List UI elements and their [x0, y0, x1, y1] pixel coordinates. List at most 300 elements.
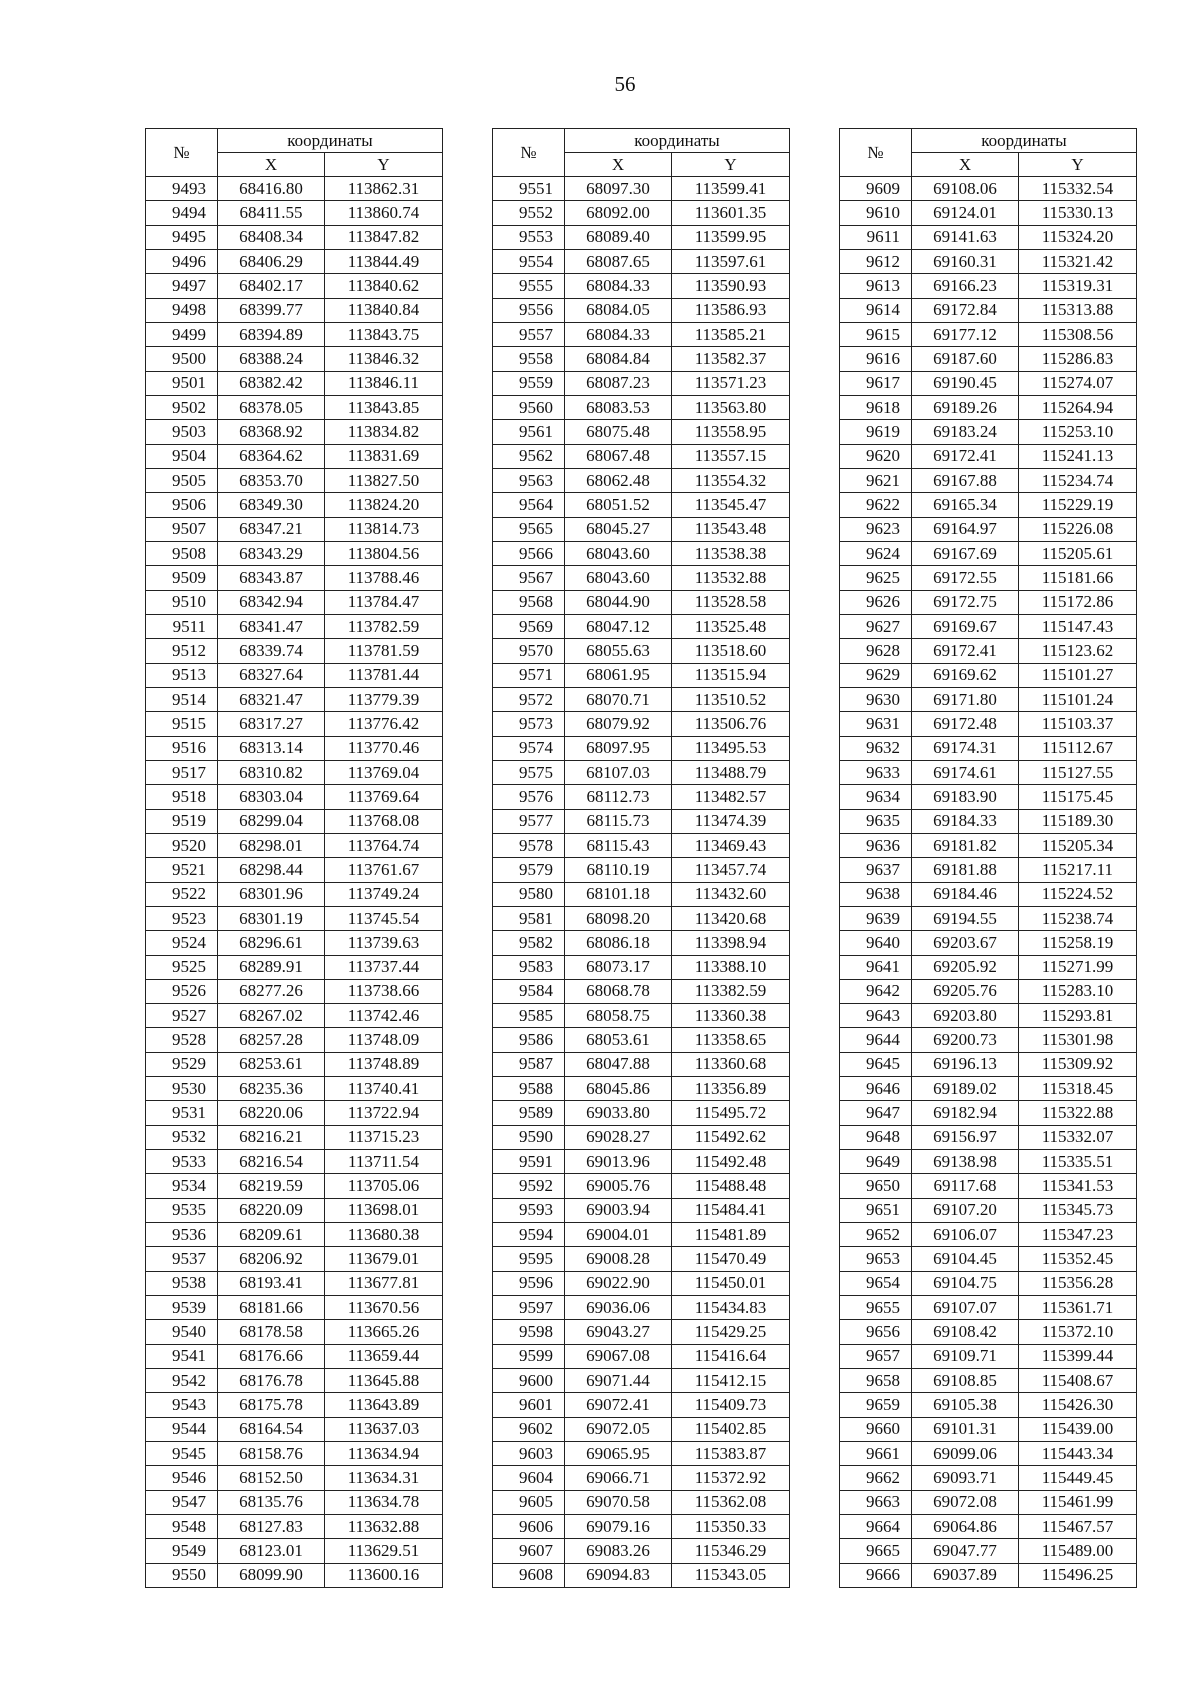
- y-coordinate: 115147.43: [1019, 614, 1137, 638]
- header-x: X: [565, 153, 672, 177]
- y-coordinate: 113474.39: [672, 809, 790, 833]
- x-coordinate: 69182.94: [912, 1101, 1019, 1125]
- y-coordinate: 113554.32: [672, 468, 790, 492]
- point-number: 9613: [840, 274, 912, 298]
- table-row: [493, 785, 790, 809]
- y-coordinate: 115274.07: [1019, 371, 1137, 395]
- point-number: 9614: [840, 298, 912, 322]
- table-row: [146, 468, 443, 492]
- point-number: 9637: [840, 858, 912, 882]
- x-coordinate: 68086.18: [565, 931, 672, 955]
- x-coordinate: 68301.96: [218, 882, 325, 906]
- table-row: [493, 1125, 790, 1149]
- x-coordinate: 68343.29: [218, 541, 325, 565]
- x-coordinate: 68301.19: [218, 906, 325, 930]
- table-row: [493, 663, 790, 687]
- table-row: [146, 882, 443, 906]
- y-coordinate: 115399.44: [1019, 1344, 1137, 1368]
- table-row: [840, 1515, 1137, 1539]
- x-coordinate: 68099.90: [218, 1563, 325, 1587]
- point-number: 9587: [493, 1052, 565, 1076]
- point-number: 9632: [840, 736, 912, 760]
- y-coordinate: 115467.57: [1019, 1515, 1137, 1539]
- point-number: 9534: [146, 1174, 218, 1198]
- x-coordinate: 69169.62: [912, 663, 1019, 687]
- y-coordinate: 115449.45: [1019, 1466, 1137, 1490]
- table-row: [840, 274, 1137, 298]
- x-coordinate: 69138.98: [912, 1150, 1019, 1174]
- point-number: 9591: [493, 1150, 565, 1174]
- header-y: Y: [1019, 153, 1137, 177]
- point-number: 9541: [146, 1344, 218, 1368]
- point-number: 9542: [146, 1369, 218, 1393]
- table-row: [493, 1563, 790, 1587]
- x-coordinate: 69047.77: [912, 1539, 1019, 1563]
- table-row: [840, 371, 1137, 395]
- header-coordinates: координаты: [912, 129, 1137, 153]
- point-number: 9567: [493, 566, 565, 590]
- point-number: 9573: [493, 712, 565, 736]
- y-coordinate: 115496.25: [1019, 1563, 1137, 1587]
- table-row: [493, 760, 790, 784]
- x-coordinate: 68220.09: [218, 1198, 325, 1222]
- x-coordinate: 69183.24: [912, 420, 1019, 444]
- header-y: Y: [325, 153, 443, 177]
- x-coordinate: 68313.14: [218, 736, 325, 760]
- table-row: [146, 639, 443, 663]
- x-coordinate: 69184.46: [912, 882, 1019, 906]
- table-row: [493, 347, 790, 371]
- point-number: 9551: [493, 177, 565, 201]
- point-number: 9495: [146, 225, 218, 249]
- header-number: №: [840, 129, 912, 177]
- point-number: 9520: [146, 833, 218, 857]
- y-coordinate: 113532.88: [672, 566, 790, 590]
- x-coordinate: 68206.92: [218, 1247, 325, 1271]
- table-row: [146, 1442, 443, 1466]
- table-row: [493, 225, 790, 249]
- point-number: 9527: [146, 1004, 218, 1028]
- y-coordinate: 115332.07: [1019, 1125, 1137, 1149]
- table-row: [840, 687, 1137, 711]
- table-row: [146, 1271, 443, 1295]
- y-coordinate: 115318.45: [1019, 1077, 1137, 1101]
- point-number: 9536: [146, 1223, 218, 1247]
- y-coordinate: 115372.92: [672, 1466, 790, 1490]
- point-number: 9627: [840, 614, 912, 638]
- table-row: [146, 1125, 443, 1149]
- y-coordinate: 115362.08: [672, 1490, 790, 1514]
- y-coordinate: 113860.74: [325, 201, 443, 225]
- y-coordinate: 113585.21: [672, 322, 790, 346]
- point-number: 9610: [840, 201, 912, 225]
- point-number: 9545: [146, 1442, 218, 1466]
- x-coordinate: 69200.73: [912, 1028, 1019, 1052]
- x-coordinate: 69160.31: [912, 249, 1019, 273]
- table-row: [840, 444, 1137, 468]
- point-number: 9608: [493, 1563, 565, 1587]
- x-coordinate: 69172.48: [912, 712, 1019, 736]
- x-coordinate: 68097.95: [565, 736, 672, 760]
- x-coordinate: 69189.02: [912, 1077, 1019, 1101]
- y-coordinate: 113482.57: [672, 785, 790, 809]
- table-row: [146, 517, 443, 541]
- y-coordinate: 113824.20: [325, 493, 443, 517]
- x-coordinate: 68073.17: [565, 955, 672, 979]
- point-number: 9639: [840, 906, 912, 930]
- point-number: 9570: [493, 639, 565, 663]
- y-coordinate: 113506.76: [672, 712, 790, 736]
- y-coordinate: 115412.15: [672, 1369, 790, 1393]
- point-number: 9666: [840, 1563, 912, 1587]
- x-coordinate: 68115.73: [565, 809, 672, 833]
- table-row: [146, 201, 443, 225]
- y-coordinate: 113737.44: [325, 955, 443, 979]
- y-coordinate: 113814.73: [325, 517, 443, 541]
- table-row: [146, 1296, 443, 1320]
- table-row: [840, 809, 1137, 833]
- point-number: 9544: [146, 1417, 218, 1441]
- table-row: [146, 347, 443, 371]
- x-coordinate: 68327.64: [218, 663, 325, 687]
- x-coordinate: 68298.01: [218, 833, 325, 857]
- table-row: [840, 395, 1137, 419]
- point-number: 9599: [493, 1344, 565, 1368]
- table-row: [493, 177, 790, 201]
- table-row: [840, 1563, 1137, 1587]
- table-row: [493, 1028, 790, 1052]
- table-row: [493, 444, 790, 468]
- x-coordinate: 69072.41: [565, 1393, 672, 1417]
- table-row: [840, 1271, 1137, 1295]
- table-row: [493, 833, 790, 857]
- x-coordinate: 69156.97: [912, 1125, 1019, 1149]
- y-coordinate: 113545.47: [672, 493, 790, 517]
- table-row: [840, 906, 1137, 930]
- x-coordinate: 68406.29: [218, 249, 325, 273]
- x-coordinate: 69036.06: [565, 1296, 672, 1320]
- table-row: [493, 395, 790, 419]
- y-coordinate: 115439.00: [1019, 1417, 1137, 1441]
- table-row: [146, 833, 443, 857]
- table-row: [493, 322, 790, 346]
- table-row: [493, 712, 790, 736]
- point-number: 9602: [493, 1417, 565, 1441]
- y-coordinate: 113840.62: [325, 274, 443, 298]
- table-row: [146, 736, 443, 760]
- table-row: [493, 1466, 790, 1490]
- point-number: 9659: [840, 1393, 912, 1417]
- table-row: [840, 639, 1137, 663]
- table-row: [146, 1320, 443, 1344]
- y-coordinate: 113510.52: [672, 687, 790, 711]
- x-coordinate: 69172.75: [912, 590, 1019, 614]
- y-coordinate: 115416.64: [672, 1344, 790, 1368]
- table-row: [840, 1393, 1137, 1417]
- y-coordinate: 115127.55: [1019, 760, 1137, 784]
- point-number: 9531: [146, 1101, 218, 1125]
- table-row: [493, 298, 790, 322]
- x-coordinate: 69190.45: [912, 371, 1019, 395]
- point-number: 9653: [840, 1247, 912, 1271]
- coordinates-table-3: [839, 128, 1137, 1588]
- y-coordinate: 115264.94: [1019, 395, 1137, 419]
- table-row: [493, 639, 790, 663]
- point-number: 9615: [840, 322, 912, 346]
- x-coordinate: 69165.34: [912, 493, 1019, 517]
- y-coordinate: 115172.86: [1019, 590, 1137, 614]
- table-row: [146, 1223, 443, 1247]
- table-row: [146, 1563, 443, 1587]
- y-coordinate: 113844.49: [325, 249, 443, 273]
- x-coordinate: 68416.80: [218, 177, 325, 201]
- y-coordinate: 115293.81: [1019, 1004, 1137, 1028]
- point-number: 9597: [493, 1296, 565, 1320]
- y-coordinate: 115330.13: [1019, 201, 1137, 225]
- table-row: [840, 1466, 1137, 1490]
- point-number: 9561: [493, 420, 565, 444]
- point-number: 9529: [146, 1052, 218, 1076]
- y-coordinate: 113748.89: [325, 1052, 443, 1076]
- x-coordinate: 68101.18: [565, 882, 672, 906]
- table-row: [840, 858, 1137, 882]
- point-number: 9619: [840, 420, 912, 444]
- x-coordinate: 68235.36: [218, 1077, 325, 1101]
- y-coordinate: 113769.04: [325, 760, 443, 784]
- y-coordinate: 115492.62: [672, 1125, 790, 1149]
- y-coordinate: 115226.08: [1019, 517, 1137, 541]
- point-number: 9500: [146, 347, 218, 371]
- table-row: [840, 931, 1137, 955]
- y-coordinate: 115234.74: [1019, 468, 1137, 492]
- table-row: [493, 566, 790, 590]
- point-number: 9514: [146, 687, 218, 711]
- x-coordinate: 68253.61: [218, 1052, 325, 1076]
- x-coordinate: 69164.97: [912, 517, 1019, 541]
- x-coordinate: 68176.66: [218, 1344, 325, 1368]
- y-coordinate: 113705.06: [325, 1174, 443, 1198]
- x-coordinate: 68399.77: [218, 298, 325, 322]
- y-coordinate: 113722.94: [325, 1101, 443, 1125]
- point-number: 9609: [840, 177, 912, 201]
- y-coordinate: 113382.59: [672, 979, 790, 1003]
- y-coordinate: 115103.37: [1019, 712, 1137, 736]
- header-coordinates: координаты: [565, 129, 790, 153]
- table-row: [493, 1174, 790, 1198]
- table-row: [493, 249, 790, 273]
- y-coordinate: 115350.33: [672, 1515, 790, 1539]
- point-number: 9565: [493, 517, 565, 541]
- y-coordinate: 115481.89: [672, 1223, 790, 1247]
- table-row: [840, 541, 1137, 565]
- y-coordinate: 115324.20: [1019, 225, 1137, 249]
- y-coordinate: 113781.59: [325, 639, 443, 663]
- y-coordinate: 113388.10: [672, 955, 790, 979]
- y-coordinate: 113740.41: [325, 1077, 443, 1101]
- x-coordinate: 68158.76: [218, 1442, 325, 1466]
- table-row: [493, 1320, 790, 1344]
- table-row: [146, 420, 443, 444]
- y-coordinate: 115347.23: [1019, 1223, 1137, 1247]
- table-row: [840, 493, 1137, 517]
- x-coordinate: 69205.92: [912, 955, 1019, 979]
- y-coordinate: 115308.56: [1019, 322, 1137, 346]
- y-coordinate: 113711.54: [325, 1150, 443, 1174]
- point-number: 9657: [840, 1344, 912, 1368]
- y-coordinate: 115123.62: [1019, 639, 1137, 663]
- header-x: X: [912, 153, 1019, 177]
- point-number: 9607: [493, 1539, 565, 1563]
- point-number: 9558: [493, 347, 565, 371]
- x-coordinate: 69028.27: [565, 1125, 672, 1149]
- x-coordinate: 69107.20: [912, 1198, 1019, 1222]
- table-row: [146, 1198, 443, 1222]
- y-coordinate: 113680.38: [325, 1223, 443, 1247]
- point-number: 9616: [840, 347, 912, 371]
- y-coordinate: 113528.58: [672, 590, 790, 614]
- table-row: [493, 979, 790, 1003]
- table-row: [840, 760, 1137, 784]
- y-coordinate: 115319.31: [1019, 274, 1137, 298]
- point-number: 9524: [146, 931, 218, 955]
- table-row: [840, 298, 1137, 322]
- point-number: 9620: [840, 444, 912, 468]
- point-number: 9623: [840, 517, 912, 541]
- x-coordinate: 68067.48: [565, 444, 672, 468]
- point-number: 9571: [493, 663, 565, 687]
- x-coordinate: 68075.48: [565, 420, 672, 444]
- table-row: [493, 1417, 790, 1441]
- y-coordinate: 113804.56: [325, 541, 443, 565]
- table-row: [493, 1344, 790, 1368]
- point-number: 9517: [146, 760, 218, 784]
- point-number: 9502: [146, 395, 218, 419]
- table-row: [493, 274, 790, 298]
- y-coordinate: 115322.88: [1019, 1101, 1137, 1125]
- table-row: [493, 1004, 790, 1028]
- y-coordinate: 113643.89: [325, 1393, 443, 1417]
- point-number: 9656: [840, 1320, 912, 1344]
- table-row: [146, 1466, 443, 1490]
- point-number: 9636: [840, 833, 912, 857]
- x-coordinate: 68411.55: [218, 201, 325, 225]
- y-coordinate: 113781.44: [325, 663, 443, 687]
- point-number: 9512: [146, 639, 218, 663]
- point-number: 9622: [840, 493, 912, 517]
- x-coordinate: 69172.41: [912, 639, 1019, 663]
- point-number: 9499: [146, 322, 218, 346]
- y-coordinate: 113776.42: [325, 712, 443, 736]
- point-number: 9552: [493, 201, 565, 225]
- y-coordinate: 115409.73: [672, 1393, 790, 1417]
- header-y: Y: [672, 153, 790, 177]
- x-coordinate: 68110.19: [565, 858, 672, 882]
- x-coordinate: 69187.60: [912, 347, 1019, 371]
- table-row: [840, 1077, 1137, 1101]
- y-coordinate: 113632.88: [325, 1515, 443, 1539]
- point-number: 9548: [146, 1515, 218, 1539]
- x-coordinate: 68388.24: [218, 347, 325, 371]
- y-coordinate: 113827.50: [325, 468, 443, 492]
- x-coordinate: 68339.74: [218, 639, 325, 663]
- table-row: [146, 274, 443, 298]
- coordinates-table-1: [145, 128, 443, 1588]
- x-coordinate: 68296.61: [218, 931, 325, 955]
- table-row: [493, 541, 790, 565]
- point-number: 9621: [840, 468, 912, 492]
- point-number: 9592: [493, 1174, 565, 1198]
- x-coordinate: 68209.61: [218, 1223, 325, 1247]
- point-number: 9642: [840, 979, 912, 1003]
- point-number: 9509: [146, 566, 218, 590]
- x-coordinate: 69104.45: [912, 1247, 1019, 1271]
- y-coordinate: 115313.88: [1019, 298, 1137, 322]
- table-row: [493, 493, 790, 517]
- y-coordinate: 115229.19: [1019, 493, 1137, 517]
- x-coordinate: 69033.80: [565, 1101, 672, 1125]
- y-coordinate: 115408.67: [1019, 1369, 1137, 1393]
- point-number: 9662: [840, 1466, 912, 1490]
- point-number: 9585: [493, 1004, 565, 1028]
- y-coordinate: 115470.49: [672, 1247, 790, 1271]
- y-coordinate: 115258.19: [1019, 931, 1137, 955]
- point-number: 9598: [493, 1320, 565, 1344]
- point-number: 9497: [146, 274, 218, 298]
- x-coordinate: 68047.12: [565, 614, 672, 638]
- x-coordinate: 69013.96: [565, 1150, 672, 1174]
- y-coordinate: 113764.74: [325, 833, 443, 857]
- table-row: [146, 1077, 443, 1101]
- point-number: 9576: [493, 785, 565, 809]
- point-number: 9554: [493, 249, 565, 273]
- table-row: [840, 590, 1137, 614]
- table-row: [493, 1515, 790, 1539]
- x-coordinate: 68070.71: [565, 687, 672, 711]
- point-number: 9603: [493, 1442, 565, 1466]
- y-coordinate: 113557.15: [672, 444, 790, 468]
- x-coordinate: 68299.04: [218, 809, 325, 833]
- table-row: [493, 1296, 790, 1320]
- point-number: 9586: [493, 1028, 565, 1052]
- x-coordinate: 68176.78: [218, 1369, 325, 1393]
- x-coordinate: 69174.61: [912, 760, 1019, 784]
- x-coordinate: 68107.03: [565, 760, 672, 784]
- y-coordinate: 113846.32: [325, 347, 443, 371]
- point-number: 9574: [493, 736, 565, 760]
- point-number: 9654: [840, 1271, 912, 1295]
- y-coordinate: 113601.35: [672, 201, 790, 225]
- table-row: [146, 371, 443, 395]
- y-coordinate: 113768.08: [325, 809, 443, 833]
- x-coordinate: 68321.47: [218, 687, 325, 711]
- y-coordinate: 113779.39: [325, 687, 443, 711]
- table-row: [840, 566, 1137, 590]
- y-coordinate: 115383.87: [672, 1442, 790, 1466]
- x-coordinate: 68058.75: [565, 1004, 672, 1028]
- point-number: 9538: [146, 1271, 218, 1295]
- table-row: [493, 614, 790, 638]
- table-row: [493, 687, 790, 711]
- x-coordinate: 69203.67: [912, 931, 1019, 955]
- table-row: [493, 1442, 790, 1466]
- point-number: 9546: [146, 1466, 218, 1490]
- x-coordinate: 69072.08: [912, 1490, 1019, 1514]
- point-number: 9537: [146, 1247, 218, 1271]
- x-coordinate: 68089.40: [565, 225, 672, 249]
- point-number: 9644: [840, 1028, 912, 1052]
- x-coordinate: 68097.30: [565, 177, 672, 201]
- table-row: [146, 687, 443, 711]
